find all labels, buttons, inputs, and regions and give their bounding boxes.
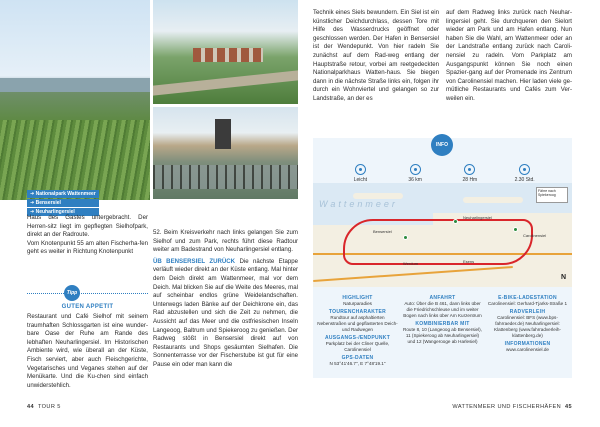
stat-duration bbox=[505, 164, 545, 183]
tour-stats bbox=[313, 164, 572, 183]
stat-label: Leicht bbox=[353, 177, 368, 183]
ferry-box: Fähre nach Spiekeroog bbox=[536, 187, 568, 203]
stat-label: 2.30 Std. bbox=[514, 177, 535, 183]
town-label: Esens bbox=[463, 259, 475, 264]
info-text: www.carolinensiel.de bbox=[506, 347, 549, 352]
info-text: Route 8, 10 (Langeoog ab Bensersiel), 11 (Spiekeroog ab Neuharlingersiel) und 12 (Wangerooge ab Harlesiel) bbox=[403, 327, 482, 344]
info-text: Naturparadies bbox=[343, 301, 372, 306]
info-text: Auto: Über die B 461, dann links über die Friedrichschleuse und im weiter Bogen nach links über Am Kurzentrum bbox=[403, 301, 482, 318]
info-heading: ANFAHRT bbox=[429, 295, 456, 301]
tip-divider bbox=[27, 293, 148, 294]
tip-text: Restaurant und Café Sielhof mit seinem traumhaften Schlossgarten ist eine wunder-bare Oase der Ruhe am Rande des lebhaften Neuharlingersiel. Im Historischen Ambiente wird, wie überall an der Küste, Fisch serviert, aber auch Fleischgerichte, Vegetarisches und Veganes stehen auf der Menükarte. Und die Ku-chen sind einfach unwiderstehlich. bbox=[27, 313, 148, 389]
stat-distance bbox=[395, 164, 435, 183]
bike-route bbox=[343, 219, 533, 265]
info-heading: INFORMATIONEN bbox=[504, 341, 551, 347]
distance-icon bbox=[410, 164, 421, 175]
info-heading: GPS-DATEN bbox=[341, 355, 374, 361]
difficulty-icon bbox=[355, 164, 366, 175]
info-heading: E-BIKE-LADESTATION bbox=[498, 295, 557, 301]
paragraph: Vom Knotenpunkt 55 am alten Fischerha-fen geht es weiter in Richtung Knotenpunkt bbox=[27, 239, 148, 256]
clock-icon bbox=[519, 164, 530, 175]
waypoint-dot bbox=[453, 219, 458, 224]
paragraph: 52. Beim Kreisverkehr nach links gelangen Sie zum Sielhof und zum Park, rechts führt diese Radtour weiter am Badestrand von Neuharlingersiel entlang. bbox=[153, 229, 298, 254]
sea-strip bbox=[0, 78, 150, 92]
info-details bbox=[313, 293, 572, 369]
page-number-right: 45 bbox=[564, 404, 572, 410]
running-head-left: TOUR 5 bbox=[37, 404, 61, 410]
info-heading: KOMBINIERBAR MIT bbox=[415, 321, 470, 327]
caption-tag: ➜ Neuharlingersiel bbox=[27, 208, 99, 216]
stat-difficulty bbox=[340, 164, 380, 183]
tip-badge: Tipp bbox=[64, 285, 80, 301]
info-col-3 bbox=[485, 293, 570, 369]
body-column-2 bbox=[153, 229, 298, 370]
section-highlight: ÜB BENSERSIEL ZURÜCK bbox=[153, 257, 236, 265]
tip-heading: GUTEN APPETIT bbox=[61, 304, 114, 310]
info-text: Carolinensiel: BFS (www.bps-fahrraeder.de) Neuharlingersiel: Klattenberg (www.fahrradverleih-klattenberg.de) bbox=[494, 315, 561, 338]
info-text: Rundtour auf asphaltierten Nebenstraßen und gepflasterten Deich- und Radwegen bbox=[317, 315, 398, 332]
photo-caption-tags bbox=[27, 190, 99, 217]
town-label: Werdum bbox=[403, 261, 419, 266]
elevation-icon bbox=[464, 164, 475, 175]
body-column-3: Technik eines Siels bewundern. Ein Siel ist ein künstlicher Deichdurchlass, dessen Tore mit Hilfe des Wasserdrucks geöffnet oder geschlossen werden. Der Hafen in Bensersiel ist der Wendepunkt. Von hier radeln Sie zunächst auf dem Rad-weg entlang der Hauptstraße retour, vorbei am reetgedeckten Nationalparkhaus Watten-haus. Sie biegen dann in die nächste Straße links ein, folgen ihr durch ein Wohnviertel und gelangen so zur Landstraße, an der es bbox=[313, 9, 439, 102]
caption-tag-text: Neuharlingersiel bbox=[35, 209, 75, 215]
info-col-2 bbox=[400, 293, 485, 369]
info-text: N 53°41'46.7", E 7°48'19.1" bbox=[329, 361, 386, 366]
footer-right bbox=[452, 404, 572, 410]
info-heading: RADVERLEIH bbox=[509, 309, 546, 315]
harbor-photo bbox=[153, 107, 298, 199]
stat-label: 28 Hm bbox=[462, 177, 478, 183]
island bbox=[463, 197, 523, 203]
windmill bbox=[215, 119, 231, 149]
info-text: Parkplatz bei der Cliner Quelle, Carolinensiel bbox=[325, 341, 390, 352]
stat-elevation bbox=[450, 164, 490, 183]
village-roofs bbox=[193, 48, 263, 62]
route-map bbox=[313, 183, 572, 287]
map-watermark: Wattenmeer bbox=[319, 199, 398, 209]
parked-bikes bbox=[153, 165, 298, 189]
info-heading: TOURENCHARAKTER bbox=[328, 309, 387, 315]
waypoint-dot bbox=[403, 235, 408, 240]
info-heading: AUSGANGS-/ENDPUNKT bbox=[324, 335, 391, 341]
caption-tag: ➜ Bensersiel bbox=[27, 199, 99, 207]
info-text: Carolinensiel: Gerhard-Tjarks-Straße 1 bbox=[487, 301, 568, 306]
north-arrow-icon: N bbox=[560, 274, 566, 281]
coast-photo bbox=[0, 0, 150, 200]
caption-tag: ➜ Nationalpark Wattenmeer bbox=[27, 190, 99, 198]
stat-label: 36 km bbox=[408, 177, 422, 183]
caption-tag-text: Nationalpark Wattenmeer bbox=[35, 191, 96, 197]
page-number-left: 44 bbox=[27, 404, 35, 410]
info-heading: HIGHLIGHT bbox=[342, 295, 373, 301]
body-column-4: auf dem Radweg links zurück nach Neuhar-lingersiel geht. Sie durchqueren den Sielort wieder am Park und am Hafen entlang. Nun haben Sie die Wahl, am Wattenmeer oder an der Landstraße entlang zurück nach Caroli-nensiel zu radeln. Vom Parkplatz am Ausgangspunkt können Sie noch einen Spazier-gang auf der Promenade ins Zentrum von Carolinensiel machen. Hier laden viele ge-mütliche Restaurants und Cafés zum Ver-weilen ein. bbox=[446, 9, 573, 102]
caption-tag-text: Bensersiel bbox=[35, 200, 61, 206]
salt-marsh bbox=[0, 120, 150, 200]
paragraph: Haus des Gastes untergebracht. Der Herren-sitz liegt im gepflegten Sielhofpark, direkt an der Radroute. bbox=[27, 214, 148, 239]
info-col-1 bbox=[315, 293, 400, 369]
paragraph-text: Die nächste Etappe verläuft wieder direkt an der Küste entlang. Mal hinter dem Deich direkt am Wattenmeer, mal vor dem Deich. Mal blicken Sie auf die Weite des Meeres, mal auf scheinbar endlos grüne Weidelandschaften. Unterwegs laden Bänke auf der Deichkrone ein, das Rad abzustellen und sich die Zeit zu nehmen, die Aussicht auf das Meer und die ostfriesischen Inseln Langeoog, Baltrum und Spiekeroog zu genießen. Der Radweg stößt in Bensersiel direkt auf von Restaurants und Shops gesäumten Sielhafen. Die Sonnenterrasse vor der Fischerstube ist gut für eine Pause ein oder man kann die bbox=[153, 257, 298, 368]
town-label: Bensersiel bbox=[373, 229, 392, 234]
village-road bbox=[153, 70, 298, 95]
body-column-1 bbox=[27, 214, 148, 257]
village-photo bbox=[153, 0, 298, 104]
info-badge: INFO bbox=[431, 134, 453, 156]
footer-left bbox=[27, 404, 61, 410]
running-head-right: WATTENMEER UND FISCHERHÄFEN bbox=[452, 404, 562, 410]
paragraph bbox=[153, 258, 298, 370]
waypoint-dot bbox=[513, 227, 518, 232]
town-label: Carolinensiel bbox=[523, 233, 547, 238]
town-label: Neuharlingersiel bbox=[463, 215, 492, 220]
